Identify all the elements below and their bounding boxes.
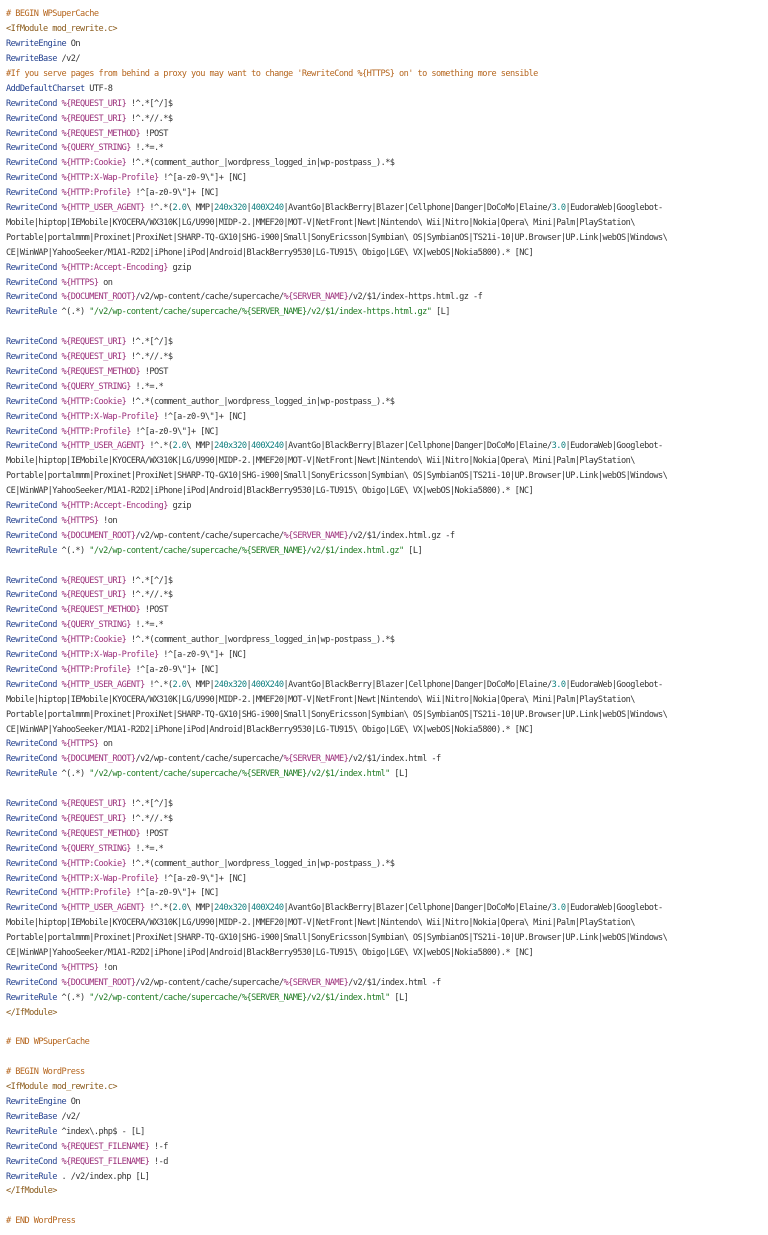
code-line: CE|WinWAP|YahooSeeker/M1A1-R2D2|iPhone|iPod|Android|BlackBerry9530|LG-TU915\ Obigo|LGE\ VX|webOS|Nokia5800).* [NC] <box>6 948 534 958</box>
code-line: RewriteCond %{DOCUMENT_ROOT}/v2/wp-content/cache/supercache/%{SERVER_NAME}/v2/$1/index.html.gz -f <box>6 530 455 541</box>
code-line <box>6 559 764 574</box>
code-line: AddDefaultCharset UTF-8 <box>6 83 113 94</box>
code-line: Mobile|hiptop|IEMobile|KYOCERA/WX310K|LG/U990|MIDP-2.|MMEF20|MOT-V|NetFront|Newt|Nintendo\ Wii|Nitro|Nokia|Opera\ Mini|Palm|PlayStation\ <box>6 456 635 467</box>
code-line: RewriteCond %{HTTP_USER_AGENT} !^.*(2.0\ MMP|240x320|400X240|AvantGo|BlackBerry|Blazer|Cellphone|Danger|DoCoMo|Elaine/3.0|EudoraWeb|Googlebot- <box>6 203 663 213</box>
code-line: RewriteRule ^(.*) "/v2/wp-content/cache/supercache/%{SERVER_NAME}/v2/$1/index.html" [L] <box>6 992 409 1003</box>
code-line: Mobile|hiptop|IEMobile|KYOCERA/WX310K|LG/U990|MIDP-2.|MMEF20|MOT-V|NetFront|Newt|Nintendo\ Wii|Nitro|Nokia|Opera\ Mini|Palm|PlayStation\ <box>6 217 635 228</box>
code-line: RewriteCond %{HTTPS} !on <box>6 515 117 526</box>
code-line: RewriteCond %{HTTP:Profile} !^[a-z0-9\"]+ [NC] <box>6 426 219 437</box>
code-line <box>6 1050 764 1065</box>
code-line: RewriteCond %{REQUEST_FILENAME} !-d <box>6 1156 168 1167</box>
code-line: RewriteCond %{HTTP:Profile} !^[a-z0-9\"]+ [NC] <box>6 188 219 199</box>
code-line: RewriteEngine On <box>6 39 80 50</box>
code-line <box>6 1199 764 1214</box>
code-line: Mobile|hiptop|IEMobile|KYOCERA/WX310K|LG/U990|MIDP-2.|MMEF20|MOT-V|NetFront|Newt|Nintendo\ Wii|Nitro|Nokia|Opera\ Mini|Palm|PlayStation\ <box>6 694 635 705</box>
code-line: RewriteCond %{HTTP_USER_AGENT} !^.*(2.0\ MMP|240x320|400X240|AvantGo|BlackBerry|Blazer|Cellphone|Danger|DoCoMo|Elaine/3.0|EudoraWeb|Googlebot- <box>6 441 663 452</box>
code-line: Portable|portalmmm|Proxinet|ProxiNet|SHARP-TQ-GX10|SHG-i900|Small|SonyEricsson|Symbian\ OS|SymbianOS|TS21i-10|UP.Browser|UP.Link|webOS|Windows\ <box>6 933 668 944</box>
code-line: RewriteCond %{REQUEST_URI} !^.*[^/]$ <box>6 575 173 586</box>
code-line: RewriteCond %{REQUEST_URI} !^.*//.*$ <box>6 813 173 824</box>
code-line: </IfModule> <box>6 1007 57 1018</box>
code-line: CE|WinWAP|YahooSeeker/M1A1-R2D2|iPhone|iPod|Android|BlackBerry9530|LG-TU915\ Obigo|LGE\ VX|webOS|Nokia5800).* [NC] <box>6 486 534 497</box>
code-line: Portable|portalmmm|Proxinet|ProxiNet|SHARP-TQ-GX10|SHG-i900|Small|SonyEricsson|Symbian\ OS|SymbianOS|TS21i-10|UP.Browser|UP.Link|webOS|Windows\ <box>6 709 668 720</box>
code-line: RewriteCond %{REQUEST_METHOD} !POST <box>6 605 168 616</box>
code-line: RewriteCond %{HTTP:Cookie} !^.*(comment_author_|wordpress_logged_in|wp-postpass_).*$ <box>6 396 395 407</box>
code-line: RewriteBase /v2/ <box>6 1111 80 1122</box>
code-line: RewriteCond %{HTTP:Cookie} !^.*(comment_author_|wordpress_logged_in|wp-postpass_).*$ <box>6 858 395 869</box>
code-line: RewriteCond %{DOCUMENT_ROOT}/v2/wp-content/cache/supercache/%{SERVER_NAME}/v2/$1/index.html -f <box>6 754 441 765</box>
code-line: RewriteCond %{REQUEST_URI} !^.*[^/]$ <box>6 337 173 348</box>
code-line: RewriteCond %{REQUEST_URI} !^.*//.*$ <box>6 352 173 362</box>
code-line: RewriteCond %{REQUEST_METHOD} !POST <box>6 828 168 839</box>
code-line: CE|WinWAP|YahooSeeker/M1A1-R2D2|iPhone|iPod|Android|BlackBerry9530|LG-TU915\ Obigo|LGE\ VX|webOS|Nokia5800).* [NC] <box>6 247 534 258</box>
code-line: #If you serve pages from behind a proxy you may want to change 'RewriteCond %{HTTPS} on' to something more sensible <box>6 68 538 79</box>
code-line: RewriteCond %{HTTP:Profile} !^[a-z0-9\"]+ [NC] <box>6 664 219 675</box>
code-line: RewriteCond %{REQUEST_URI} !^.*[^/]$ <box>6 799 173 809</box>
code-line: RewriteRule . /v2/index.php [L] <box>6 1171 150 1182</box>
code-line: # BEGIN WPSuperCache <box>6 9 99 20</box>
code-line <box>6 320 764 335</box>
code-line: RewriteCond %{QUERY_STRING} !.*=.* <box>6 620 164 631</box>
code-line <box>6 782 764 797</box>
code-line: CE|WinWAP|YahooSeeker/M1A1-R2D2|iPhone|iPod|Android|BlackBerry9530|LG-TU915\ Obigo|LGE\ VX|webOS|Nokia5800).* [NC] <box>6 724 534 735</box>
code-line: RewriteCond %{HTTP_USER_AGENT} !^.*(2.0\ MMP|240x320|400X240|AvantGo|BlackBerry|Blazer|Cellphone|Danger|DoCoMo|Elaine/3.0|EudoraWeb|Googlebot- <box>6 903 663 914</box>
code-line: RewriteCond %{HTTP:X-Wap-Profile} !^[a-z0-9\"]+ [NC] <box>6 173 247 184</box>
code-line: RewriteCond %{REQUEST_URI} !^.*//.*$ <box>6 590 173 601</box>
code-line: # BEGIN WordPress <box>6 1067 85 1078</box>
code-line: RewriteCond %{DOCUMENT_ROOT}/v2/wp-content/cache/supercache/%{SERVER_NAME}/v2/$1/index.html -f <box>6 977 441 988</box>
code-line: Mobile|hiptop|IEMobile|KYOCERA/WX310K|LG/U990|MIDP-2.|MMEF20|MOT-V|NetFront|Newt|Nintendo\ Wii|Nitro|Nokia|Opera\ Mini|Palm|PlayStation\ <box>6 918 635 929</box>
code-line: RewriteCond %{HTTP:Profile} !^[a-z0-9\"]+ [NC] <box>6 888 219 899</box>
code-line: RewriteCond %{REQUEST_METHOD} !POST <box>6 128 168 139</box>
code-line: RewriteCond %{HTTP:Cookie} !^.*(comment_author_|wordpress_logged_in|wp-postpass_).*$ <box>6 635 395 646</box>
code-line: RewriteCond %{REQUEST_FILENAME} !-f <box>6 1141 168 1152</box>
code-line: RewriteCond %{HTTP:X-Wap-Profile} !^[a-z0-9\"]+ [NC] <box>6 873 247 884</box>
code-line <box>6 1021 764 1036</box>
code-line: RewriteCond %{HTTP:Cookie} !^.*(comment_author_|wordpress_logged_in|wp-postpass_).*$ <box>6 158 395 169</box>
code-line: RewriteBase /v2/ <box>6 54 80 64</box>
code-line: RewriteCond %{QUERY_STRING} !.*=.* <box>6 143 164 154</box>
code-line: <IfModule mod_rewrite.c> <box>6 24 117 35</box>
code-line: RewriteCond %{HTTPS} on <box>6 739 113 750</box>
code-line: Portable|portalmmm|Proxinet|ProxiNet|SHARP-TQ-GX10|SHG-i900|Small|SonyEricsson|Symbian\ OS|SymbianOS|TS21i-10|UP.Browser|UP.Link|webOS|Windows\ <box>6 232 668 243</box>
code-line: RewriteCond %{REQUEST_URI} !^.*[^/]$ <box>6 98 173 109</box>
code-line: RewriteCond %{DOCUMENT_ROOT}/v2/wp-content/cache/supercache/%{SERVER_NAME}/v2/$1/index-https.html.gz -f <box>6 292 483 303</box>
code-line: RewriteCond %{HTTP:Accept-Encoding} gzip <box>6 501 191 511</box>
code-line: RewriteRule ^(.*) "/v2/wp-content/cache/supercache/%{SERVER_NAME}/v2/$1/index-https.html.gz" [L] <box>6 307 450 318</box>
code-line: # END WPSuperCache <box>6 1037 90 1048</box>
code-line: RewriteCond %{HTTP:X-Wap-Profile} !^[a-z0-9\"]+ [NC] <box>6 650 247 660</box>
code-line: RewriteCond %{REQUEST_METHOD} !POST <box>6 366 168 377</box>
code-line: <IfModule mod_rewrite.c> <box>6 1082 117 1093</box>
code-line: RewriteCond %{HTTPS} on <box>6 277 113 288</box>
code-line: RewriteCond %{REQUEST_URI} !^.*//.*$ <box>6 113 173 124</box>
code-line: RewriteEngine On <box>6 1097 80 1107</box>
code-line: RewriteCond %{HTTP_USER_AGENT} !^.*(2.0\ MMP|240x320|400X240|AvantGo|BlackBerry|Blazer|Cellphone|Danger|DoCoMo|Elaine/3.0|EudoraWeb|Googlebot- <box>6 679 663 690</box>
code-line: </IfModule> <box>6 1186 57 1197</box>
code-line: RewriteRule ^(.*) "/v2/wp-content/cache/supercache/%{SERVER_NAME}/v2/$1/index.html" [L] <box>6 769 409 780</box>
code-line: RewriteCond %{HTTP:Accept-Encoding} gzip <box>6 262 191 273</box>
code-line: RewriteCond %{QUERY_STRING} !.*=.* <box>6 381 164 392</box>
code-line: Portable|portalmmm|Proxinet|ProxiNet|SHARP-TQ-GX10|SHG-i900|Small|SonyEricsson|Symbian\ OS|SymbianOS|TS21i-10|UP.Browser|UP.Link|webOS|Windows\ <box>6 471 668 482</box>
code-line: RewriteRule ^index\.php$ - [L] <box>6 1126 145 1137</box>
code-line: RewriteCond %{QUERY_STRING} !.*=.* <box>6 843 164 854</box>
code-line: RewriteCond %{HTTP:X-Wap-Profile} !^[a-z0-9\"]+ [NC] <box>6 411 247 422</box>
code-line: # END WordPress <box>6 1216 76 1227</box>
code-line: RewriteRule ^(.*) "/v2/wp-content/cache/supercache/%{SERVER_NAME}/v2/$1/index.html.gz" [L] <box>6 545 423 556</box>
code-line: RewriteCond %{HTTPS} !on <box>6 962 117 973</box>
